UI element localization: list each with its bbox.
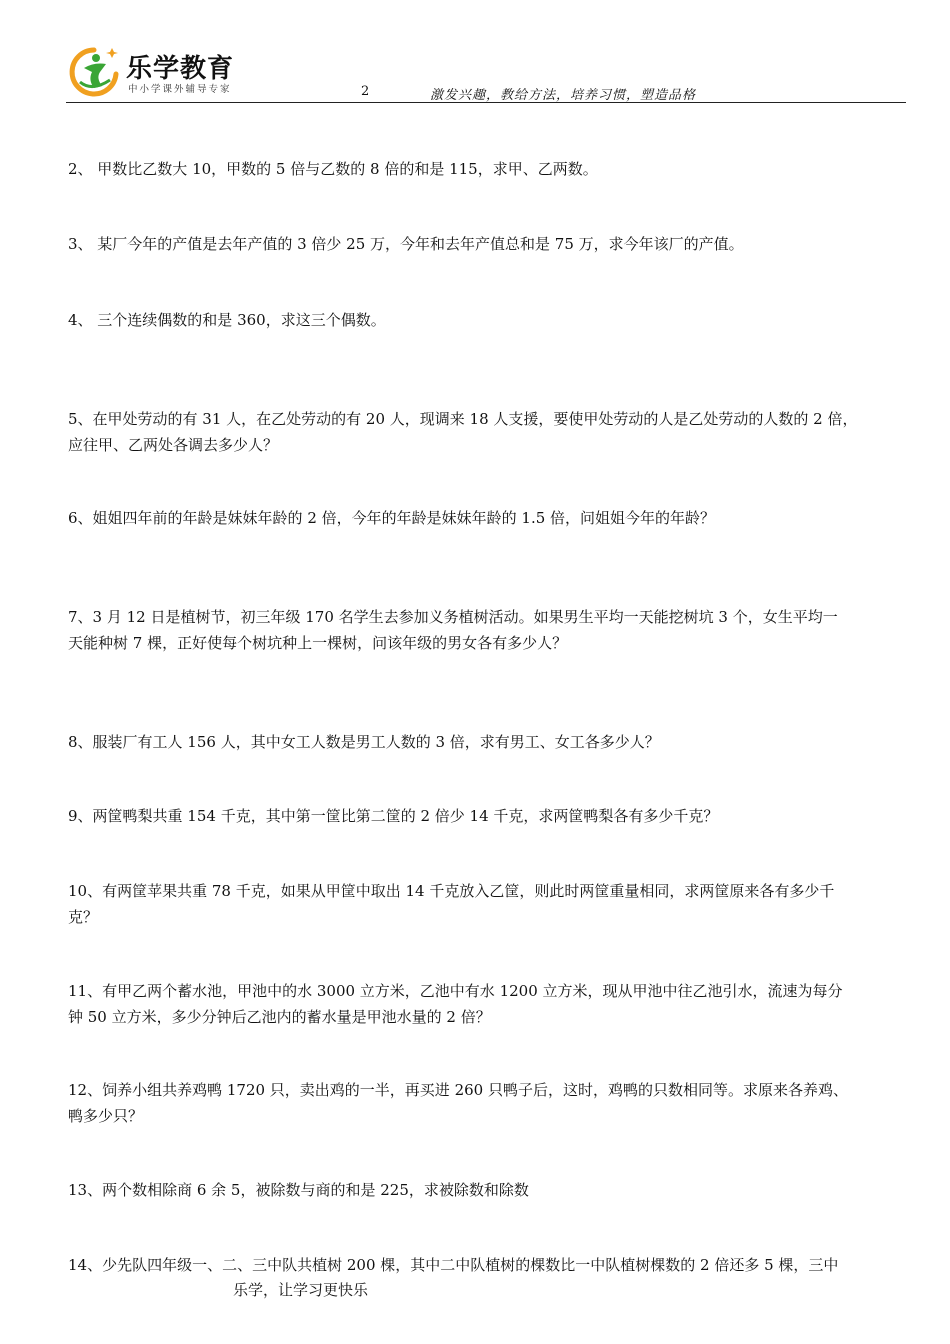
question-3 — [68, 231, 910, 257]
logo-icon — [66, 44, 122, 98]
question-line: 克？ — [68, 908, 99, 926]
question-6 — [68, 505, 910, 531]
question-line: 10、有两筐苹果共重 78 千克，如果从甲筐中取出 14 千克放入乙筐，则此时两筐重量相同，求两筐原来各有多少千 — [68, 882, 835, 900]
question-line: 7、3 月 12 日是植树节，初三年级 170 名学生去参加义务植树活动。如果男生平均一天能挖树坑 3 个，女生平均一 — [68, 608, 838, 626]
question-4 — [68, 307, 910, 333]
header-slogan: 激发兴趣，教给方法，培养习惯，塑造品格 — [430, 88, 697, 103]
page-header — [0, 0, 950, 110]
question-5 — [68, 406, 910, 458]
question-line: 钟 50 立方米，多少分钟后乙池内的蓄水量是甲池水量的 2 倍？ — [68, 1008, 491, 1026]
question-line: 鸭多少只？ — [68, 1107, 144, 1125]
question-11 — [68, 978, 910, 1030]
question-2 — [68, 156, 910, 182]
question-8 — [68, 729, 910, 755]
question-9 — [68, 803, 910, 829]
question-line: 应往甲、乙两处各调去多少人？ — [68, 436, 279, 454]
footer-text: 乐学，让学习更快乐 — [233, 1281, 369, 1299]
header-divider — [66, 102, 906, 103]
brand-subtitle: 中小学课外辅导专家 — [128, 84, 232, 95]
page-number: 2 — [361, 84, 370, 99]
question-line: 9、两筐鸭梨共重 154 千克，其中第一筐比第二筐的 2 倍少 14 千克，求两筐鸭梨各有多少千克？ — [68, 807, 719, 825]
question-12 — [68, 1077, 910, 1129]
question-13 — [68, 1177, 910, 1203]
question-line: 5、在甲处劳动的有 31 人，在乙处劳动的有 20 人，现调来 18 人支援，要使甲处劳动的人是乙处劳动的人数的 2 倍， — [68, 410, 858, 428]
question-7 — [68, 604, 910, 656]
question-line: 天能种树 7 棵，正好使每个树坑种上一棵树，问该年级的男女各有多少人？ — [68, 634, 568, 652]
question-line: 8、服装厂有工人 156 人，其中女工人数是男工人数的 3 倍，求有男工、女工各多少人？ — [68, 733, 660, 751]
brand-name: 乐学教育 — [126, 54, 235, 84]
question-line: 14、少先队四年级一、二、三中队共植树 200 棵，其中二中队植树的棵数比一中队植树棵数的 2 倍还多 5 棵，三中 — [68, 1256, 839, 1274]
question-line: 2、 甲数比乙数大 10，甲数的 5 倍与乙数的 8 倍的和是 115，求甲、乙两数。 — [68, 160, 598, 178]
question-10 — [68, 878, 910, 930]
question-line: 3、 某厂今年的产值是去年产值的 3 倍少 25 万，今年和去年产值总和是 75 万，求今年该厂的产值。 — [68, 235, 744, 253]
brand-logo — [66, 44, 256, 98]
question-line: 12、饲养小组共养鸡鸭 1720 只，卖出鸡的一半，再买进 260 只鸭子后，这时，鸡鸭的只数相同等。求原来各养鸡、 — [68, 1081, 848, 1099]
question-14 — [68, 1252, 910, 1278]
question-line: 6、姐姐四年前的年龄是妹妹年龄的 2 倍，今年的年龄是妹妹年龄的 1.5 倍，问姐姐今年的年龄？ — [68, 509, 716, 527]
question-line: 13、两个数相除商 6 余 5，被除数与商的和是 225，求被除数和除数 — [68, 1181, 529, 1199]
question-line: 11、有甲乙两个蓄水池，甲池中的水 3000 立方米，乙池中有水 1200 立方米，现从甲池中往乙池引水，流速为每分 — [68, 982, 843, 1000]
question-line: 4、 三个连续偶数的和是 360，求这三个偶数。 — [68, 311, 386, 329]
